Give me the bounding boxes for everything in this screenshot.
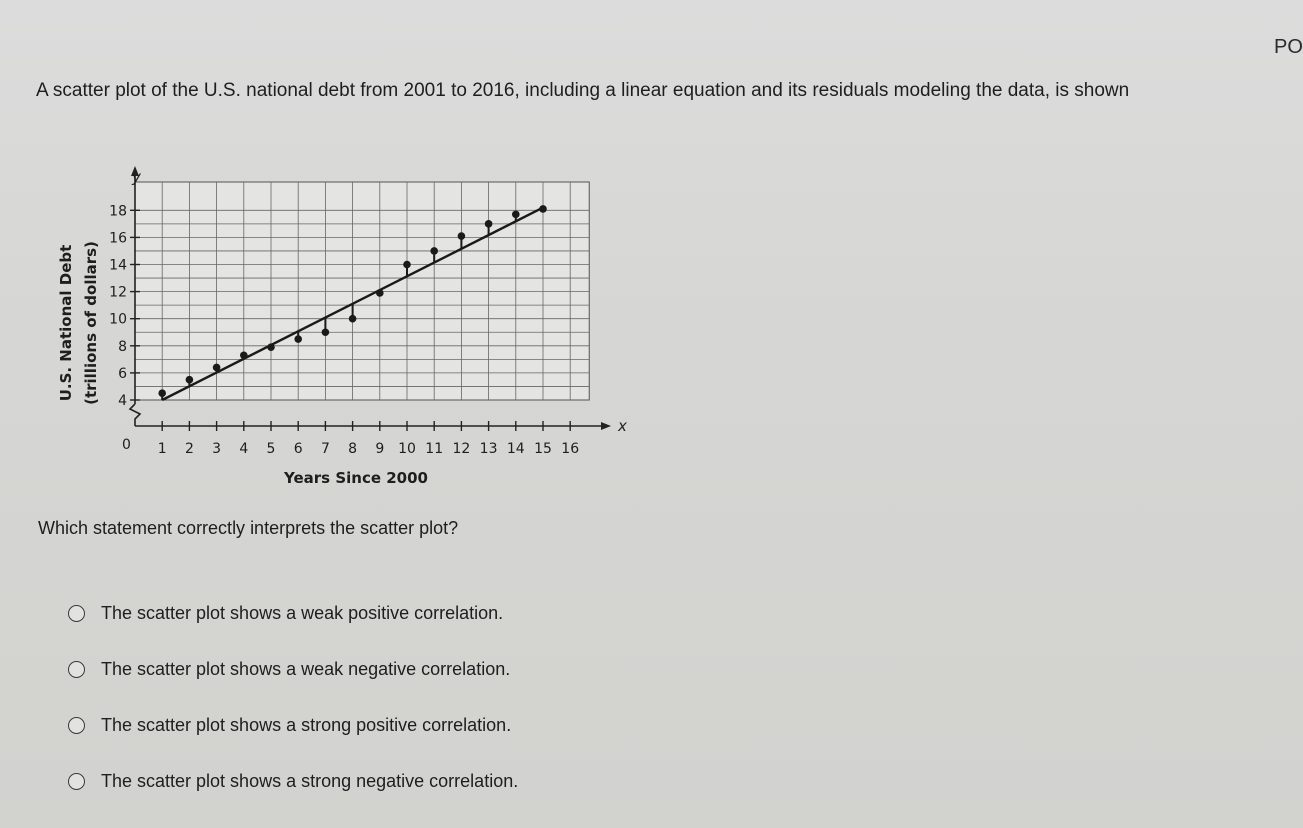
- y-tick-label: 12: [109, 284, 127, 301]
- y-tick-label: 14: [109, 257, 127, 274]
- x-axis-arrow: [601, 422, 611, 430]
- y-tick-label: 8: [118, 338, 127, 355]
- answer-option-1[interactable]: [68, 585, 518, 641]
- data-point: [458, 232, 466, 240]
- x-tick-label: 2: [184, 441, 194, 457]
- chart-grid-frame: [135, 182, 589, 400]
- x-tick-label: 1: [157, 441, 167, 457]
- answer-option-label: The scatter plot shows a strong negative correlation.: [101, 770, 519, 791]
- y-tick-label: 18: [109, 203, 127, 220]
- x-tick-label: 10: [398, 441, 416, 457]
- data-point: [158, 389, 166, 397]
- corner-label: PO: [1274, 36, 1303, 58]
- x-tick-label: 3: [212, 441, 222, 457]
- x-tick-label: 14: [506, 441, 525, 457]
- radio-button[interactable]: [68, 605, 85, 622]
- y-axis-title-line1: U.S. National Debt: [57, 244, 75, 402]
- y-tick-label: 4: [118, 393, 127, 409]
- x-tick-label: 4: [239, 441, 249, 457]
- question-text: Which statement correctly interprets the scatter plot?: [38, 518, 459, 538]
- answer-option-label: The scatter plot shows a weak positive correlation.: [101, 602, 504, 623]
- x-tick-label: 12: [452, 441, 471, 457]
- answer-option-label: The scatter plot shows a weak negative correlation.: [101, 658, 511, 679]
- radio-button[interactable]: [68, 661, 85, 678]
- radio-button[interactable]: [68, 717, 85, 734]
- answer-option-2[interactable]: [68, 641, 518, 697]
- y-tick-label: 16: [109, 230, 127, 247]
- x-axis-title: Years Since 2000: [284, 469, 428, 487]
- data-point: [430, 247, 438, 255]
- chart-grid: [135, 182, 589, 400]
- x-tick-label: 5: [266, 441, 276, 457]
- data-point: [322, 328, 330, 336]
- question-prompt: A scatter plot of the U.S. national debt from 2001 to 2016, including a linear equation and its residuals modeling the data, is shown: [36, 80, 1130, 101]
- data-point: [539, 205, 547, 213]
- data-point: [267, 343, 275, 351]
- x-tick-label: 6: [293, 441, 303, 457]
- data-point: [240, 351, 248, 359]
- answer-option-label: The scatter plot shows a strong positive correlation.: [101, 714, 512, 735]
- x-axis-letter: x: [618, 417, 627, 435]
- data-point: [485, 220, 493, 228]
- x-tick-label: 13: [479, 441, 498, 457]
- data-point: [512, 211, 520, 219]
- y-axis-letter: y: [132, 168, 141, 186]
- x-tick-label: 11: [425, 441, 444, 457]
- answer-option-4[interactable]: [68, 753, 518, 809]
- x-tick-label: 16: [561, 441, 580, 457]
- x-tick-label: 15: [534, 441, 552, 457]
- y-tick-label: 6: [118, 365, 127, 382]
- radio-button[interactable]: [68, 773, 85, 790]
- scatter-plot-chart: [40, 160, 630, 505]
- data-point: [294, 335, 302, 343]
- answer-options: [68, 585, 518, 809]
- data-point: [403, 261, 411, 269]
- data-point: [349, 315, 357, 323]
- data-point: [213, 364, 221, 372]
- x-tick-label: 7: [320, 441, 330, 457]
- x-tick-label: 8: [348, 441, 358, 457]
- data-point: [186, 376, 194, 384]
- y-tick-label: 10: [109, 311, 127, 328]
- answer-option-3[interactable]: [68, 697, 518, 753]
- y-axis-title-line2: (trillions of dollars): [82, 241, 100, 405]
- origin-label: 0: [122, 437, 131, 453]
- data-point: [376, 289, 384, 297]
- y-axis-break: [130, 404, 140, 426]
- x-tick-label: 9: [375, 441, 385, 457]
